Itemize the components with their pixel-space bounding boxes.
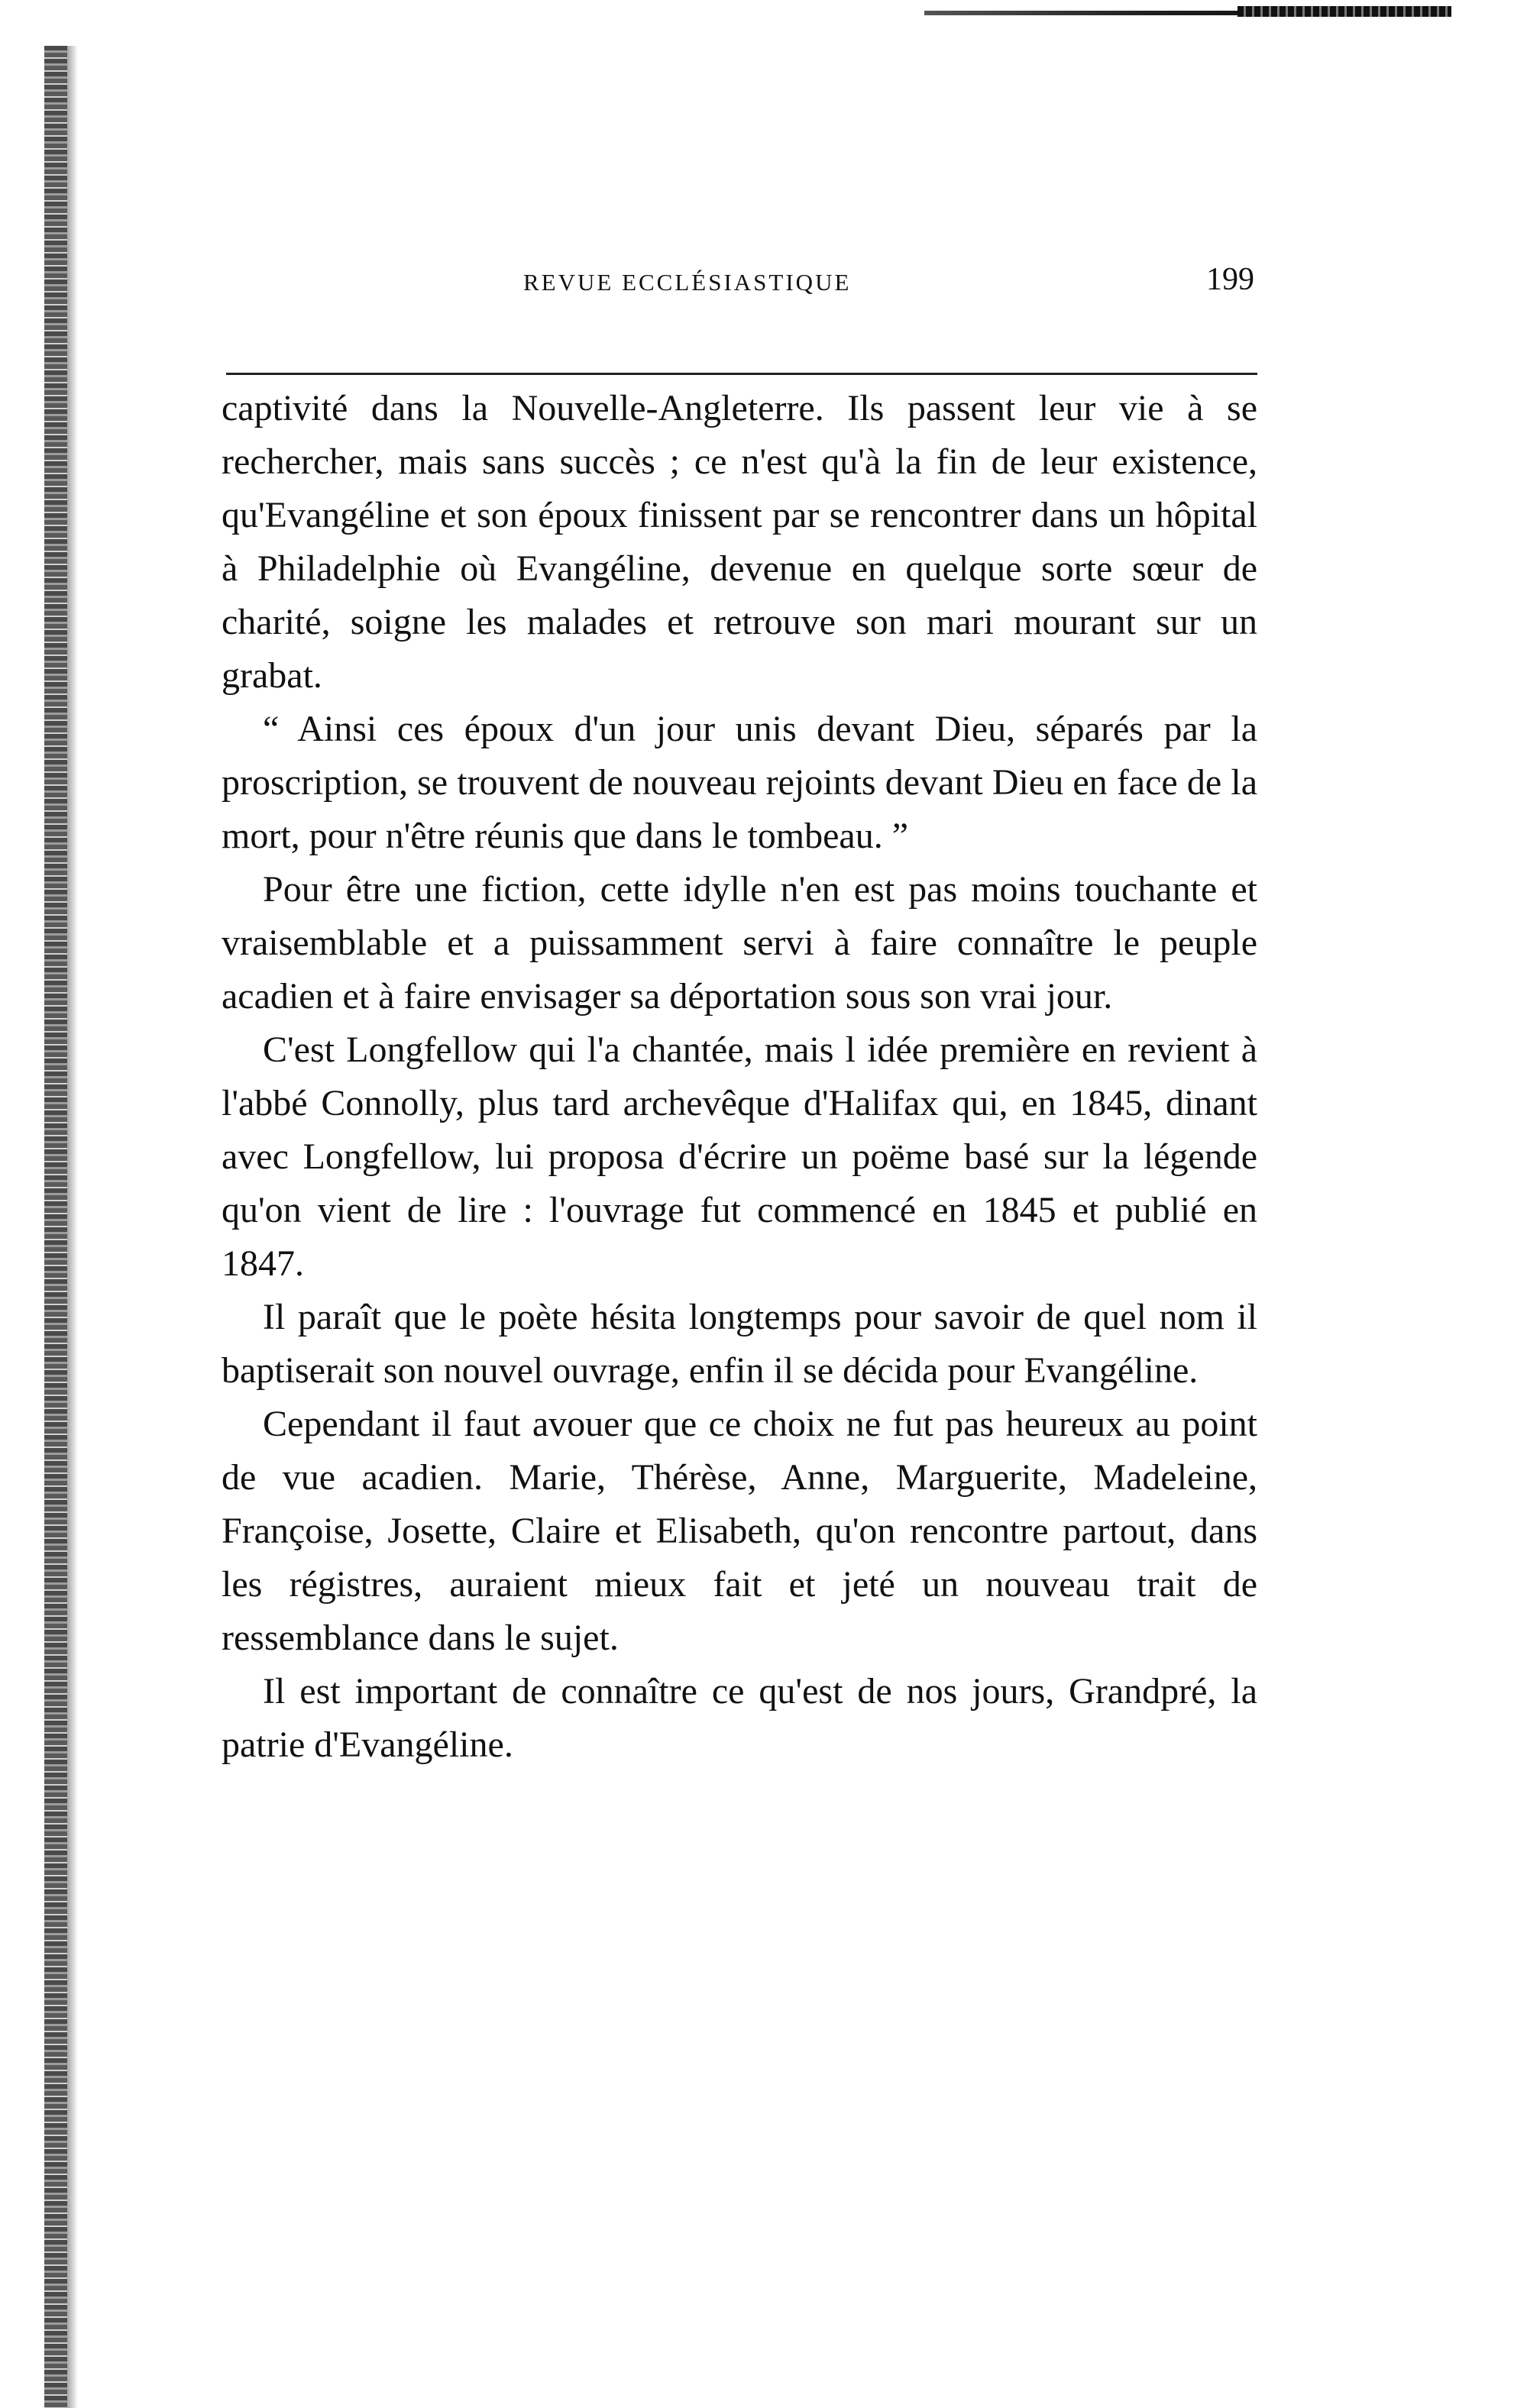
paragraph: Pour être une fiction, cette idylle n'en est pas moins touchante et vraisemblable et a puissamment servi à faire connaître le peuple acadien et à faire envisager sa déportation sous son vrai jour. xyxy=(222,869,1257,1017)
body-text xyxy=(222,382,1257,1772)
paragraph: “ Ainsi ces époux d'un jour unis devant Dieu, séparés par la proscription, se trouvent de nouveau rejoints devant Dieu en face de la mort, pour n'être réunis que dans le tombeau. ” xyxy=(222,709,1257,856)
paragraph: Il paraît que le poète hésita longtemps pour savoir de quel nom il baptiserait son nouvel ouvrage, enfin il se décida pour Evangéline. xyxy=(222,1297,1257,1391)
paragraph: Il est important de connaître ce qu'est de nos jours, Grandpré, la patrie d'Evangéline. xyxy=(222,1671,1257,1765)
paragraph: Cependant il faut avouer que ce choix ne fut pas heureux au point de vue acadien. Marie, Thérèse, Anne, Marguerite, Madeleine, Françoise, Josette, Claire et Elisabeth, qu'on rencontre partout, dans les régistres, auraient mieux fait et jeté un nouveau trait de ressemblance dans le sujet. xyxy=(222,1404,1257,1658)
binding-edge xyxy=(44,46,67,2408)
paragraph: C'est Longfellow qui l'a chantée, mais l idée première en revient à l'abbé Connolly, plus tard archevêque d'Halifax qui, en 1845, dinant avec Longfellow, lui proposa d'écrire un poëme basé sur la légende qu'on vient de lire : l'ouvrage fut commencé en 1845 et publié en 1847. xyxy=(222,1029,1257,1284)
running-head: REVUE ECCLÉSIASTIQUE xyxy=(523,269,852,296)
header-rule xyxy=(226,373,1257,375)
page-header xyxy=(222,262,1260,315)
scan-artifact-top-thick xyxy=(1237,6,1451,17)
page-number: 199 xyxy=(1206,262,1254,297)
binding-shadow xyxy=(67,46,78,2408)
paragraph: captivité dans la Nouvelle-Angleterre. Ils passent leur vie à se rechercher, mais sans succès ; ce n'est qu'à la fin de leur existence, qu'Evangéline et son époux finissent par se rencontrer dans un hôpital à Philadelphie où Evangéline, devenue en quelque sorte sœur de charité, soigne les malades et retrouve son mari mourant sur un grabat. xyxy=(222,388,1257,696)
